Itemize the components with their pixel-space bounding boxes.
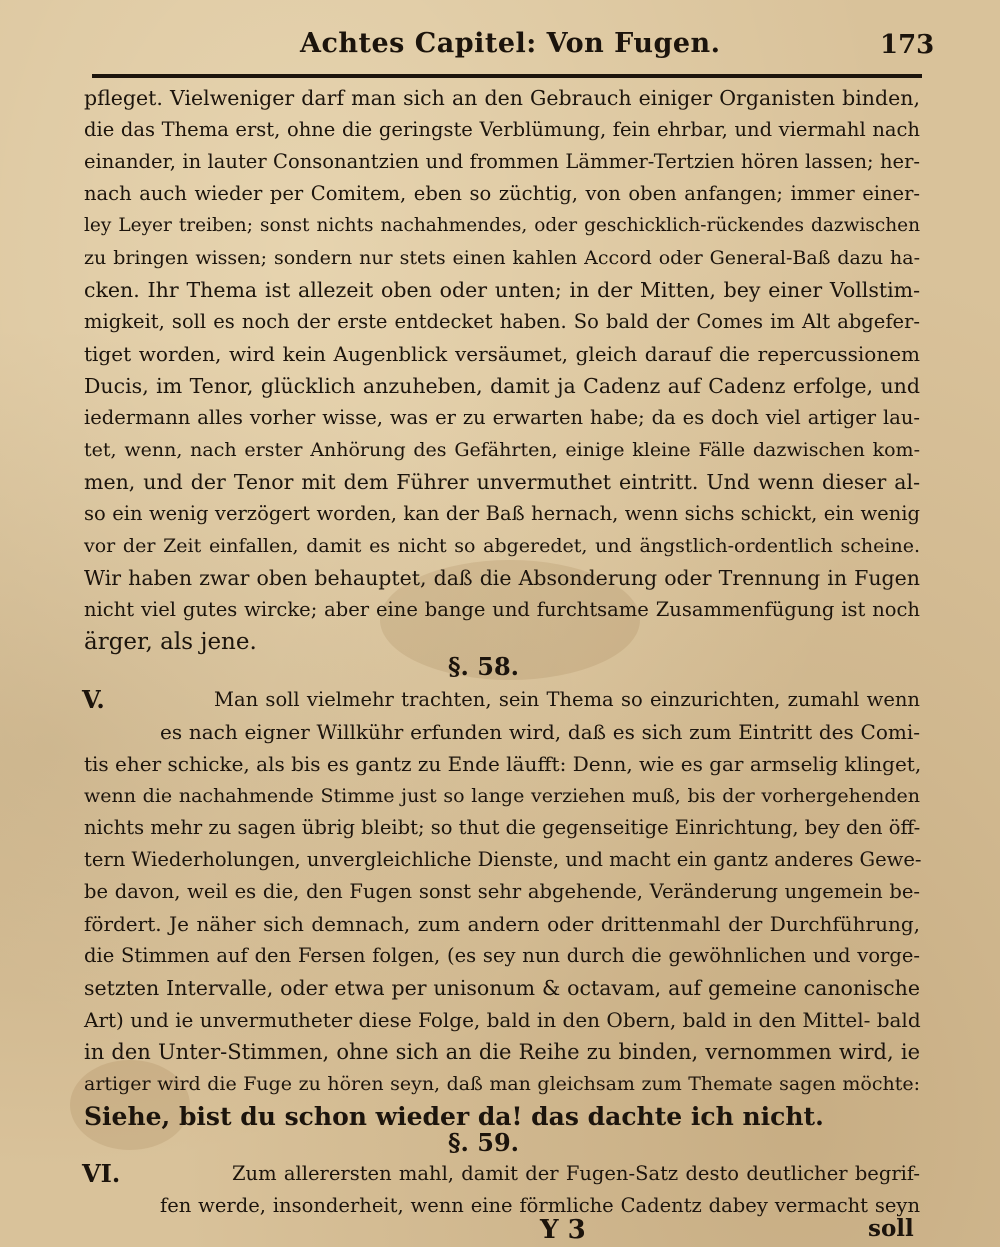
text-line: es nach eigner Willkühr erfunden wird, daß es sich zum Eintritt des Comi- (160, 720, 920, 744)
section-number: §. 59. (448, 1128, 520, 1157)
chapter-header: Achtes Capitel: Von Fugen. (300, 28, 721, 59)
text-line: fördert. Je näher sich demnach, zum andern oder drittenmahl der Durchführung, (84, 912, 920, 936)
text-line: Art) und ie unvermutheter diese Folge, bald in den Obern, bald in den Mittel- bald (84, 1008, 921, 1032)
text-line: in den Unter-Stimmen, ohne sich an die Reihe zu binden, vernommen wird, ie (84, 1040, 920, 1064)
text-line: Wir haben zwar oben behauptet, daß die Absonderung oder Trennung in Fugen (84, 566, 920, 590)
text-line: tiget worden, wird kein Augenblick versäumet, gleich darauf die repercussionem (84, 342, 920, 366)
text-line: vor der Zeit einfallen, damit es nicht so abgeredet, und ängstlich-ordentlich scheine. (84, 535, 920, 557)
text-line: Zum allerersten mahl, damit der Fugen-Satz desto deutlicher begrif- (232, 1162, 920, 1185)
text-line: men, und der Tenor mit dem Führer unvermuthet eintritt. Und wenn dieser al- (84, 470, 920, 494)
text-line: die das Thema erst, ohne die geringste Verblümung, fein ehrbar, und viermahl nach (84, 118, 920, 141)
signature-mark: Y 3 (540, 1215, 586, 1245)
text-line: ärger, als jene. (84, 629, 257, 655)
text-line: iedermann alles vorher wisse, was er zu erwarten habe; da es doch viel artiger lau- (84, 406, 920, 429)
text-line: be davon, weil es die, den Fugen sonst sehr abgehende, Veränderung ungemein be- (84, 880, 920, 903)
text-line: tet, wenn, nach erster Anhörung des Gefährten, einige kleine Fälle dazwischen kom- (84, 439, 920, 461)
text-line: cken. Ihr Thema ist allezeit oben oder unten; in der Mitten, bey einer Vollstim- (84, 278, 920, 302)
text-line: nichts mehr zu sagen übrig bleibt; so thut die gegenseitige Einrichtung, bey den öff- (84, 816, 921, 839)
emphasized-quote: Siehe, bist du schon wieder da! das dachte ich nicht. (84, 1102, 824, 1131)
text-line: nach auch wieder per Comitem, eben so züchtig, von oben anfangen; immer einer- (84, 182, 920, 205)
page-number: 173 (880, 30, 935, 60)
text-line: migkeit, soll es noch der erste entdecket haben. So bald der Comes im Alt abgefer- (84, 310, 920, 333)
text-line: artiger wird die Fuge zu hören seyn, daß man gleichsam zum Themate sagen möchte: (84, 1073, 920, 1095)
text-line: fen werde, insonderheit, wenn eine förmliche Cadentz dabey vermacht seyn (160, 1194, 920, 1217)
text-line: ley Leyer treiben; sonst nichts nachahmendes, oder geschicklich-rückendes dazwischen (84, 215, 920, 236)
text-line: wenn die nachahmende Stimme just so lange verziehen muß, bis der vorhergehenden (84, 785, 920, 807)
text-line: setzten Intervalle, oder etwa per unisonum & octavam, auf gemeine canonische (84, 976, 920, 1000)
text-line: tis eher schicke, als bis es gantz zu Ende läufft: Denn, wie es gar armselig klinget, (84, 752, 922, 776)
text-line: pfleget. Vielweniger darf man sich an den Gebrauch einiger Organisten binden, (84, 86, 920, 110)
margin-marker: V. (82, 685, 105, 714)
text-line: so ein wenig verzögert worden, kan der Baß hernach, wenn sichs schickt, ein wenig (84, 502, 920, 525)
text-line: die Stimmen auf den Fersen folgen, (es sey nun durch die gewöhnlichen und vorge- (84, 944, 920, 967)
text-line: einander, in lauter Consonantzien und frommen Lämmer-Tertzien hören lassen; her- (84, 150, 920, 173)
header-rule (92, 74, 922, 78)
catchword: soll (868, 1215, 914, 1242)
text-line: Man soll vielmehr trachten, sein Thema so einzurichten, zumahl wenn (214, 688, 920, 711)
margin-marker: VI. (82, 1159, 121, 1188)
section-number: §. 58. (448, 652, 520, 681)
text-line: Ducis, im Tenor, glücklich anzuheben, damit ja Cadenz auf Cadenz erfolge, und (84, 374, 920, 398)
text-line: zu bringen wissen; sondern nur stets einen kahlen Accord oder General-Baß dazu ha- (84, 247, 920, 269)
text-line: tern Wiederholungen, unvergleichliche Dienste, und macht ein gantz anderes Gewe- (84, 848, 922, 871)
text-line: nicht viel gutes wircke; aber eine bange und furchtsame Zusammenfügung ist noch (84, 598, 920, 621)
